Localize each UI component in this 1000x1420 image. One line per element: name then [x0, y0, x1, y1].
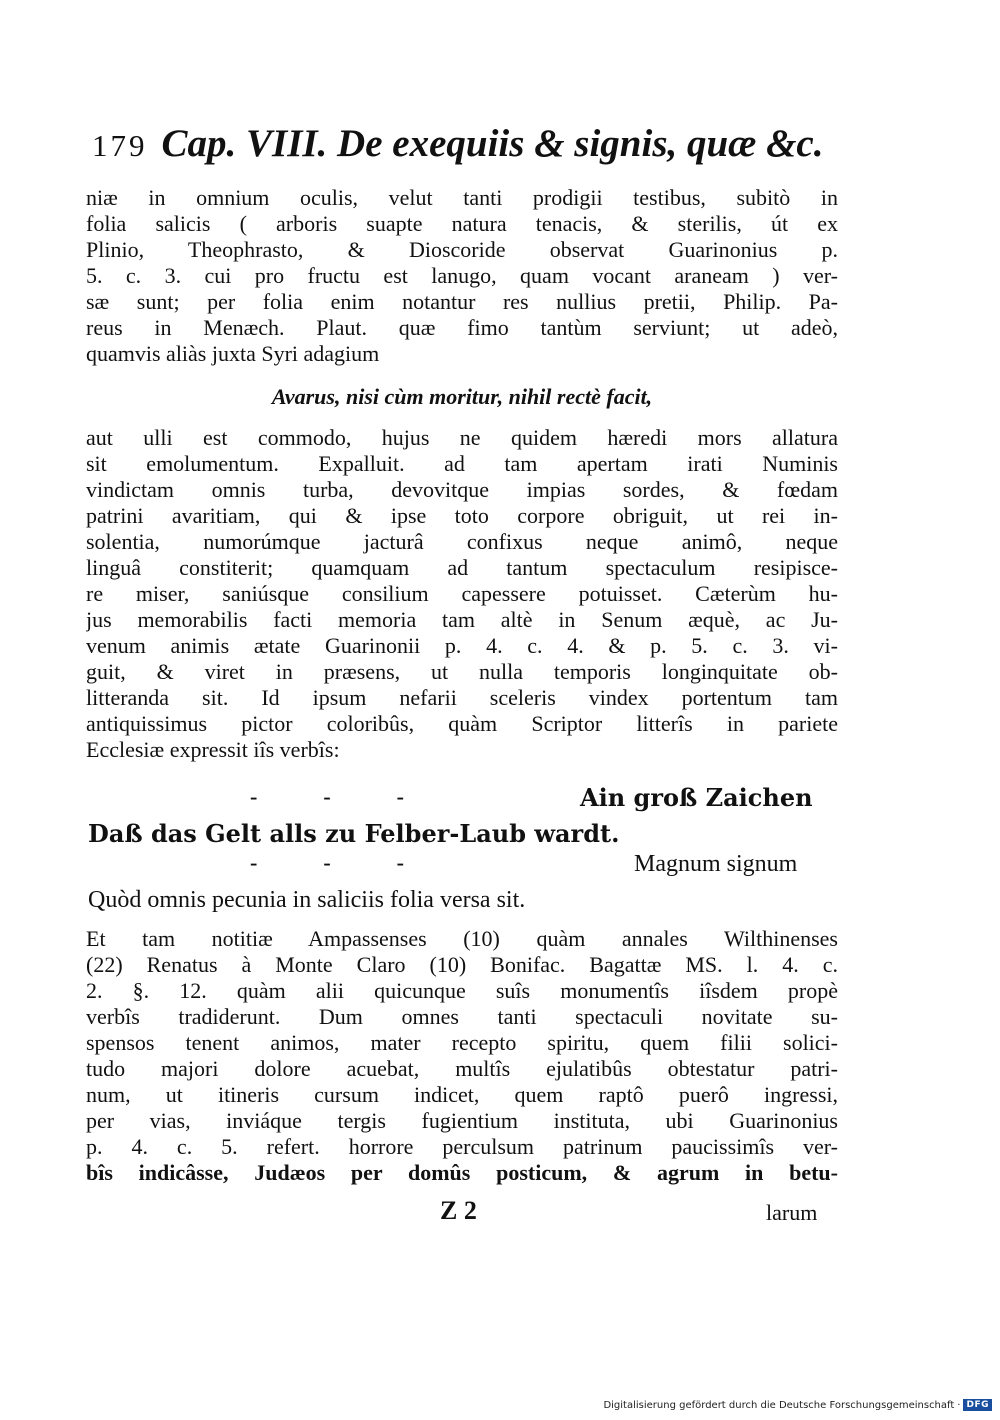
text-line: num, ut itineris cursum indicet, quem raptô puerô ingressi,: [86, 1082, 838, 1107]
signature-mark: Z 2: [440, 1196, 477, 1225]
text-line: vindictam omnis turba, devovitque impias sordes, & fœdam: [86, 477, 838, 502]
text-line: re miser, saniúsque consilium capessere potuisset. Cæterùm hu-: [86, 581, 838, 606]
latin-heading-line-2: Quòd omnis pecunia in saliciis folia versa sit.: [88, 887, 526, 913]
text-line: verbîs tradiderunt. Dum omnes tanti spectaculi novitate su-: [86, 1004, 838, 1029]
text-line: 5. c. 3. cui pro fructu est lanugo, quam vocant araneam ) ver-: [86, 263, 838, 288]
credit-text: Digitalisierung gefördert durch die Deutsche Forschungsgemeinschaft: [603, 1399, 955, 1411]
dfg-logo: DFG: [963, 1399, 992, 1411]
text-line: reus in Menæch. Plaut. quæ fimo tantùm serviunt; ut adeò,: [86, 315, 838, 340]
text-line: sit emolumentum. Expalluit. ad tam apertam irati Numinis: [86, 451, 838, 476]
german-heading-line-2: Daß das Gelt alls zu Felber-Laub wardt.: [88, 819, 620, 848]
text-line: tudo majori dolore acuebat, multîs ejulatibûs obtestatur patri-: [86, 1056, 838, 1081]
text-line: bîs indicâsse, Judæos per domûs posticum, & agrum in betu-: [86, 1160, 838, 1185]
german-heading-line-1: Ain groß Zaichen: [580, 783, 813, 812]
text-line: (22) Renatus à Monte Claro (10) Bonifac. Bagattæ MS. l. 4. c.: [86, 952, 838, 977]
text-line: folia salicis ( arboris suapte natura tenacis, & sterilis, út ex: [86, 211, 838, 236]
catchword: larum: [766, 1200, 818, 1225]
text-line: 2. §. 12. quàm alii quicunque suîs monumentîs iîsdem propè: [86, 978, 838, 1003]
text-line: litteranda sit. Id ipsum nefarii sceleris vindex portentum tam: [86, 685, 838, 710]
verse-quote: Avarus, nisi cùm moritur, nihil rectè facit,: [271, 384, 653, 409]
text-line: niæ in omnium oculis, velut tanti prodigii testibus, subitò in: [86, 185, 838, 210]
text-line: Ecclesiæ expressit iîs verbîs:: [86, 737, 340, 762]
page-number: 179: [92, 128, 148, 163]
text-line: aut ulli est commodo, hujus ne quidem hæredi mors allatura: [86, 425, 838, 450]
text-line: p. 4. c. 5. refert. horrore perculsum patrinum paucissimîs ver-: [86, 1134, 838, 1159]
text-line: per vias, inviáque tergis fugientium instituta, ubi Guarinonius: [86, 1108, 838, 1133]
latin-heading-line-1: Magnum signum: [634, 851, 798, 877]
text-line: antiquissimus pictor coloribûs, quàm Scriptor litterîs in pariete: [86, 711, 838, 736]
text-line: patrini avaritiam, qui & ipse toto corpore obriguit, ut rei in-: [86, 503, 838, 528]
text-line: quamvis aliàs juxta Syri adagium: [86, 341, 380, 366]
text-line: spensos tenent animos, mater recepto spiritu, quem filii solici-: [86, 1030, 838, 1055]
page-header: [92, 118, 852, 172]
dash-leaders: - - -: [250, 784, 404, 809]
text-line: jus memorabilis facti memoria tam altè in Senum æquè, ac Ju-: [86, 607, 838, 632]
text-line: Et tam notitiæ Ampassenses (10) quàm annales Wilthinenses: [86, 926, 838, 951]
digitization-credit: Digitalisierung gefördert durch die Deutsche Forschungsgemeinschaft · DFG: [603, 1399, 992, 1411]
text-line: sæ sunt; per folia enim notantur res nullius pretii, Philip. Pa-: [86, 289, 838, 314]
text-line: guit, & viret in præsens, ut nulla temporis longinquitate ob-: [86, 659, 838, 684]
text-line: venum animis ætate Guarinonii p. 4. c. 4. & p. 5. c. 3. vi-: [86, 633, 838, 658]
text-line: linguâ constiterit; quamquam ad tantum spectaculum resipisce-: [86, 555, 838, 580]
running-head: Cap. VIII. De exequiis & signis, quæ &c.: [161, 122, 824, 165]
dash-leaders: - - -: [250, 850, 404, 875]
text-line: solentia, numorúmque jacturâ confixus neque animô, neque: [86, 529, 838, 554]
text-line: Plinio, Theophrasto, & Dioscoride observat Guarinonius p.: [86, 237, 838, 262]
